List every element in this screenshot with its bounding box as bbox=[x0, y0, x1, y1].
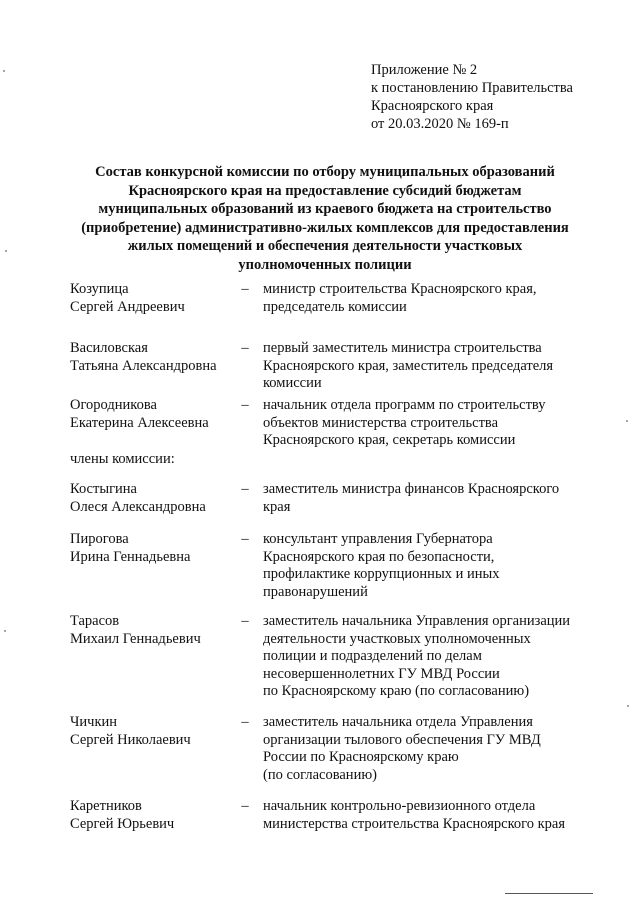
members-section-label: члены комиссии: bbox=[70, 451, 175, 467]
title-line: Красноярского края на предоставление субсидий бюджетам bbox=[128, 182, 522, 199]
scan-speck bbox=[3, 70, 5, 72]
role-line: министерства строительства Красноярского края bbox=[263, 815, 566, 832]
appendix-header bbox=[371, 61, 573, 133]
member-name bbox=[70, 531, 240, 566]
appendix-line: Приложение № 2 bbox=[371, 62, 478, 78]
dash-separator: – bbox=[241, 798, 249, 814]
member-name bbox=[70, 481, 240, 516]
member-role bbox=[263, 340, 593, 393]
title-line: муниципальных образований из краевого бюджета на строительство bbox=[98, 201, 552, 217]
member-given-names: Михаил Геннадьевич bbox=[70, 630, 201, 647]
member-name bbox=[70, 340, 240, 375]
title-line: (приобретение) административно-жилых комплексов для предоставления bbox=[81, 219, 569, 236]
role-line: заместитель начальника отдела Управления bbox=[263, 714, 533, 730]
dash-separator: – bbox=[241, 613, 249, 629]
member-given-names: Екатерина Алексеевна bbox=[70, 414, 209, 431]
member-role bbox=[263, 613, 593, 701]
role-line: заместитель начальника Управления организации bbox=[263, 613, 571, 629]
member-name bbox=[70, 798, 240, 833]
dash-separator: – bbox=[241, 531, 249, 547]
role-line: председатель комиссии bbox=[263, 298, 407, 315]
member-surname: Огородникова bbox=[70, 397, 157, 413]
appendix-line: от 20.03.2020 № 169-п bbox=[371, 116, 509, 132]
member-surname: Каретников bbox=[70, 798, 142, 814]
role-line: несовершеннолетних ГУ МВД России bbox=[263, 665, 500, 682]
appendix-line: Красноярского края bbox=[371, 98, 494, 114]
member-surname: Чичкин bbox=[70, 714, 118, 730]
role-line: первый заместитель министра строительства bbox=[263, 340, 542, 356]
member-role bbox=[263, 798, 593, 833]
dash-separator: – bbox=[241, 714, 249, 730]
document-title bbox=[60, 163, 590, 274]
member-given-names: Сергей Юрьевич bbox=[70, 815, 175, 832]
member-name bbox=[70, 397, 240, 432]
title-line: жилых помещений и обеспечения деятельности участковых bbox=[127, 238, 523, 254]
role-line: объектов министерства строительства bbox=[263, 414, 499, 431]
title-line: Состав конкурсной комиссии по отбору муниципальных образований bbox=[95, 164, 555, 180]
member-surname: Костыгина bbox=[70, 481, 137, 497]
role-line: Красноярского края, секретарь комиссии bbox=[263, 432, 516, 448]
member-role bbox=[263, 397, 593, 450]
role-line: Красноярского края, заместитель председателя bbox=[263, 357, 554, 374]
member-surname: Пирогова bbox=[70, 531, 129, 547]
role-line: (по согласованию) bbox=[263, 766, 377, 783]
role-line: Красноярского края по безопасности, bbox=[263, 548, 495, 565]
bottom-rule-line bbox=[505, 893, 593, 894]
role-line: организации тылового обеспечения ГУ МВД bbox=[263, 731, 541, 748]
member-role bbox=[263, 481, 593, 516]
role-line: заместитель министра финансов Красноярского bbox=[263, 481, 560, 497]
role-line: министр строительства Красноярского края, bbox=[263, 281, 537, 297]
role-line: профилактике коррупционных и иных bbox=[263, 566, 500, 582]
appendix-line: к постановлению Правительства bbox=[371, 80, 573, 96]
role-line: по Красноярскому краю (по согласованию) bbox=[263, 683, 530, 699]
member-name bbox=[70, 613, 240, 648]
role-line: консультант управления Губернатора bbox=[263, 531, 493, 547]
dash-separator: – bbox=[241, 397, 249, 413]
scan-speck bbox=[626, 420, 628, 422]
member-surname: Василовская bbox=[70, 340, 148, 356]
role-line: деятельности участковых уполномоченных bbox=[263, 630, 531, 647]
role-line: правонарушений bbox=[263, 583, 368, 600]
member-given-names: Татьяна Александровна bbox=[70, 357, 217, 374]
member-role bbox=[263, 531, 593, 601]
member-given-names: Ирина Геннадьевна bbox=[70, 548, 191, 565]
role-line: начальник контрольно-ревизионного отдела bbox=[263, 798, 536, 814]
member-name bbox=[70, 281, 240, 316]
role-line: начальник отдела программ по строительству bbox=[263, 397, 546, 413]
title-line: уполномоченных полиции bbox=[238, 256, 412, 273]
member-given-names: Сергей Николаевич bbox=[70, 731, 191, 748]
member-given-names: Сергей Андреевич bbox=[70, 298, 185, 315]
member-name bbox=[70, 714, 240, 749]
dash-separator: – bbox=[241, 281, 249, 297]
member-surname: Козупица bbox=[70, 281, 129, 297]
role-line: полиции и подразделений по делам bbox=[263, 648, 482, 664]
scan-speck bbox=[627, 705, 629, 707]
role-line: края bbox=[263, 498, 291, 515]
scan-speck bbox=[5, 250, 7, 252]
dash-separator: – bbox=[241, 481, 249, 497]
scan-speck bbox=[4, 630, 6, 632]
role-line: комиссии bbox=[263, 375, 322, 391]
dash-separator: – bbox=[241, 340, 249, 356]
member-given-names: Олеся Александровна bbox=[70, 498, 206, 515]
role-line: России по Красноярскому краю bbox=[263, 749, 459, 765]
member-surname: Тарасов bbox=[70, 613, 120, 629]
member-role bbox=[263, 281, 593, 316]
member-role bbox=[263, 714, 593, 784]
